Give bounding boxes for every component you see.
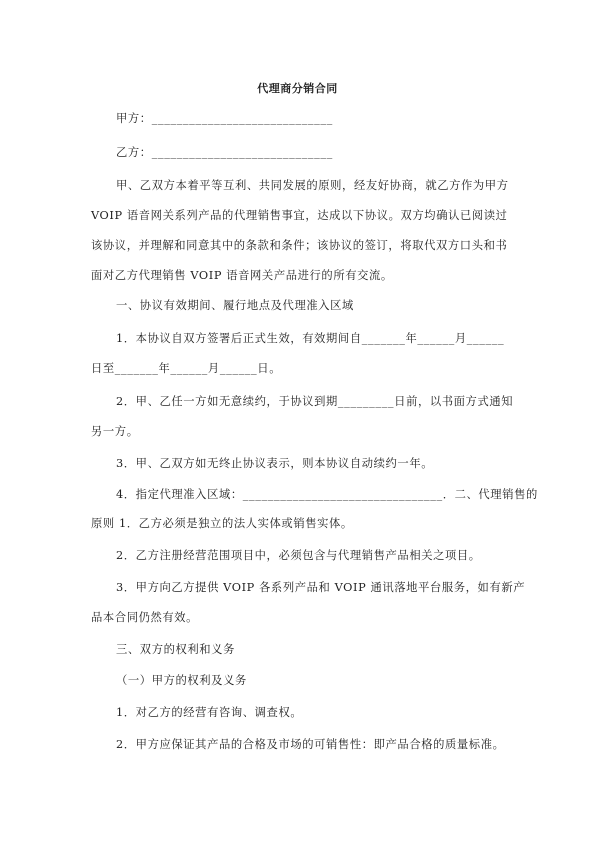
- document-title: 代理商分销合同: [257, 82, 338, 95]
- preamble-line-1: 甲、乙双方本着平等互利、共同发展的原则，经友好协商，就乙方作为甲方: [116, 179, 509, 192]
- clause-3-2: 2．甲方应保证其产品的合格及市场的可销售性：即产品合格的质量标准。: [116, 738, 505, 751]
- clause-2-3-line-2: 品本合同仍然有效。: [91, 611, 199, 624]
- section-heading-1: 一、协议有效期间、履行地点及代理准入区域: [116, 299, 354, 312]
- clause-1-2-line-1: 2．甲、乙任一方如无意续约，于协议到期_________日前，以书面方式通知: [116, 395, 514, 408]
- section-heading-3: 三、双方的权利和义务: [116, 643, 235, 656]
- clause-2-2: 2．乙方注册经营范围项目中，必须包含与代理销售产品相关之项目。: [116, 549, 481, 562]
- party-a-line: 甲方：_____________________________: [116, 112, 333, 125]
- clause-1-1-line-1: 1．本协议自双方签署后正式生效，有效期间自_______年______月______: [116, 332, 505, 345]
- party-b-line: 乙方：_____________________________: [116, 146, 333, 159]
- clause-1-1-line-2: 日至_______年______月______日。: [91, 362, 282, 375]
- clause-1-4-line-2: 原则 1．乙方必须是独立的法人实体或销售实体。: [91, 517, 353, 530]
- preamble-line-4: 面对乙方代理销售 VOIP 语音网关产品进行的所有交流。: [91, 269, 393, 282]
- clause-1-3: 3．甲、乙双方如无终止协议表示，则本协议自动续约一年。: [116, 457, 434, 470]
- clause-3-1: 1．对乙方的经营有咨询、调查权。: [116, 706, 303, 719]
- preamble-line-2: VOIP 语音网关系列产品的代理销售事宜，达成以下协议。双方均确认已阅读过: [91, 209, 508, 222]
- preamble-line-3: 该协议，并理解和同意其中的条款和条件；该协议的签订，将取代双方口头和书: [91, 239, 508, 252]
- clause-1-2-line-2: 另一方。: [91, 425, 139, 438]
- clause-2-3-line-1: 3．甲方向乙方提供 VOIP 各系列产品和 VOIP 通讯落地平台服务，如有新产: [116, 581, 526, 594]
- subsection-heading-party-a: （一）甲方的权利及义务: [116, 674, 247, 687]
- clause-1-4-line-1: 4．指定代理准入区域：________________________________．二、代理销售的: [116, 488, 538, 501]
